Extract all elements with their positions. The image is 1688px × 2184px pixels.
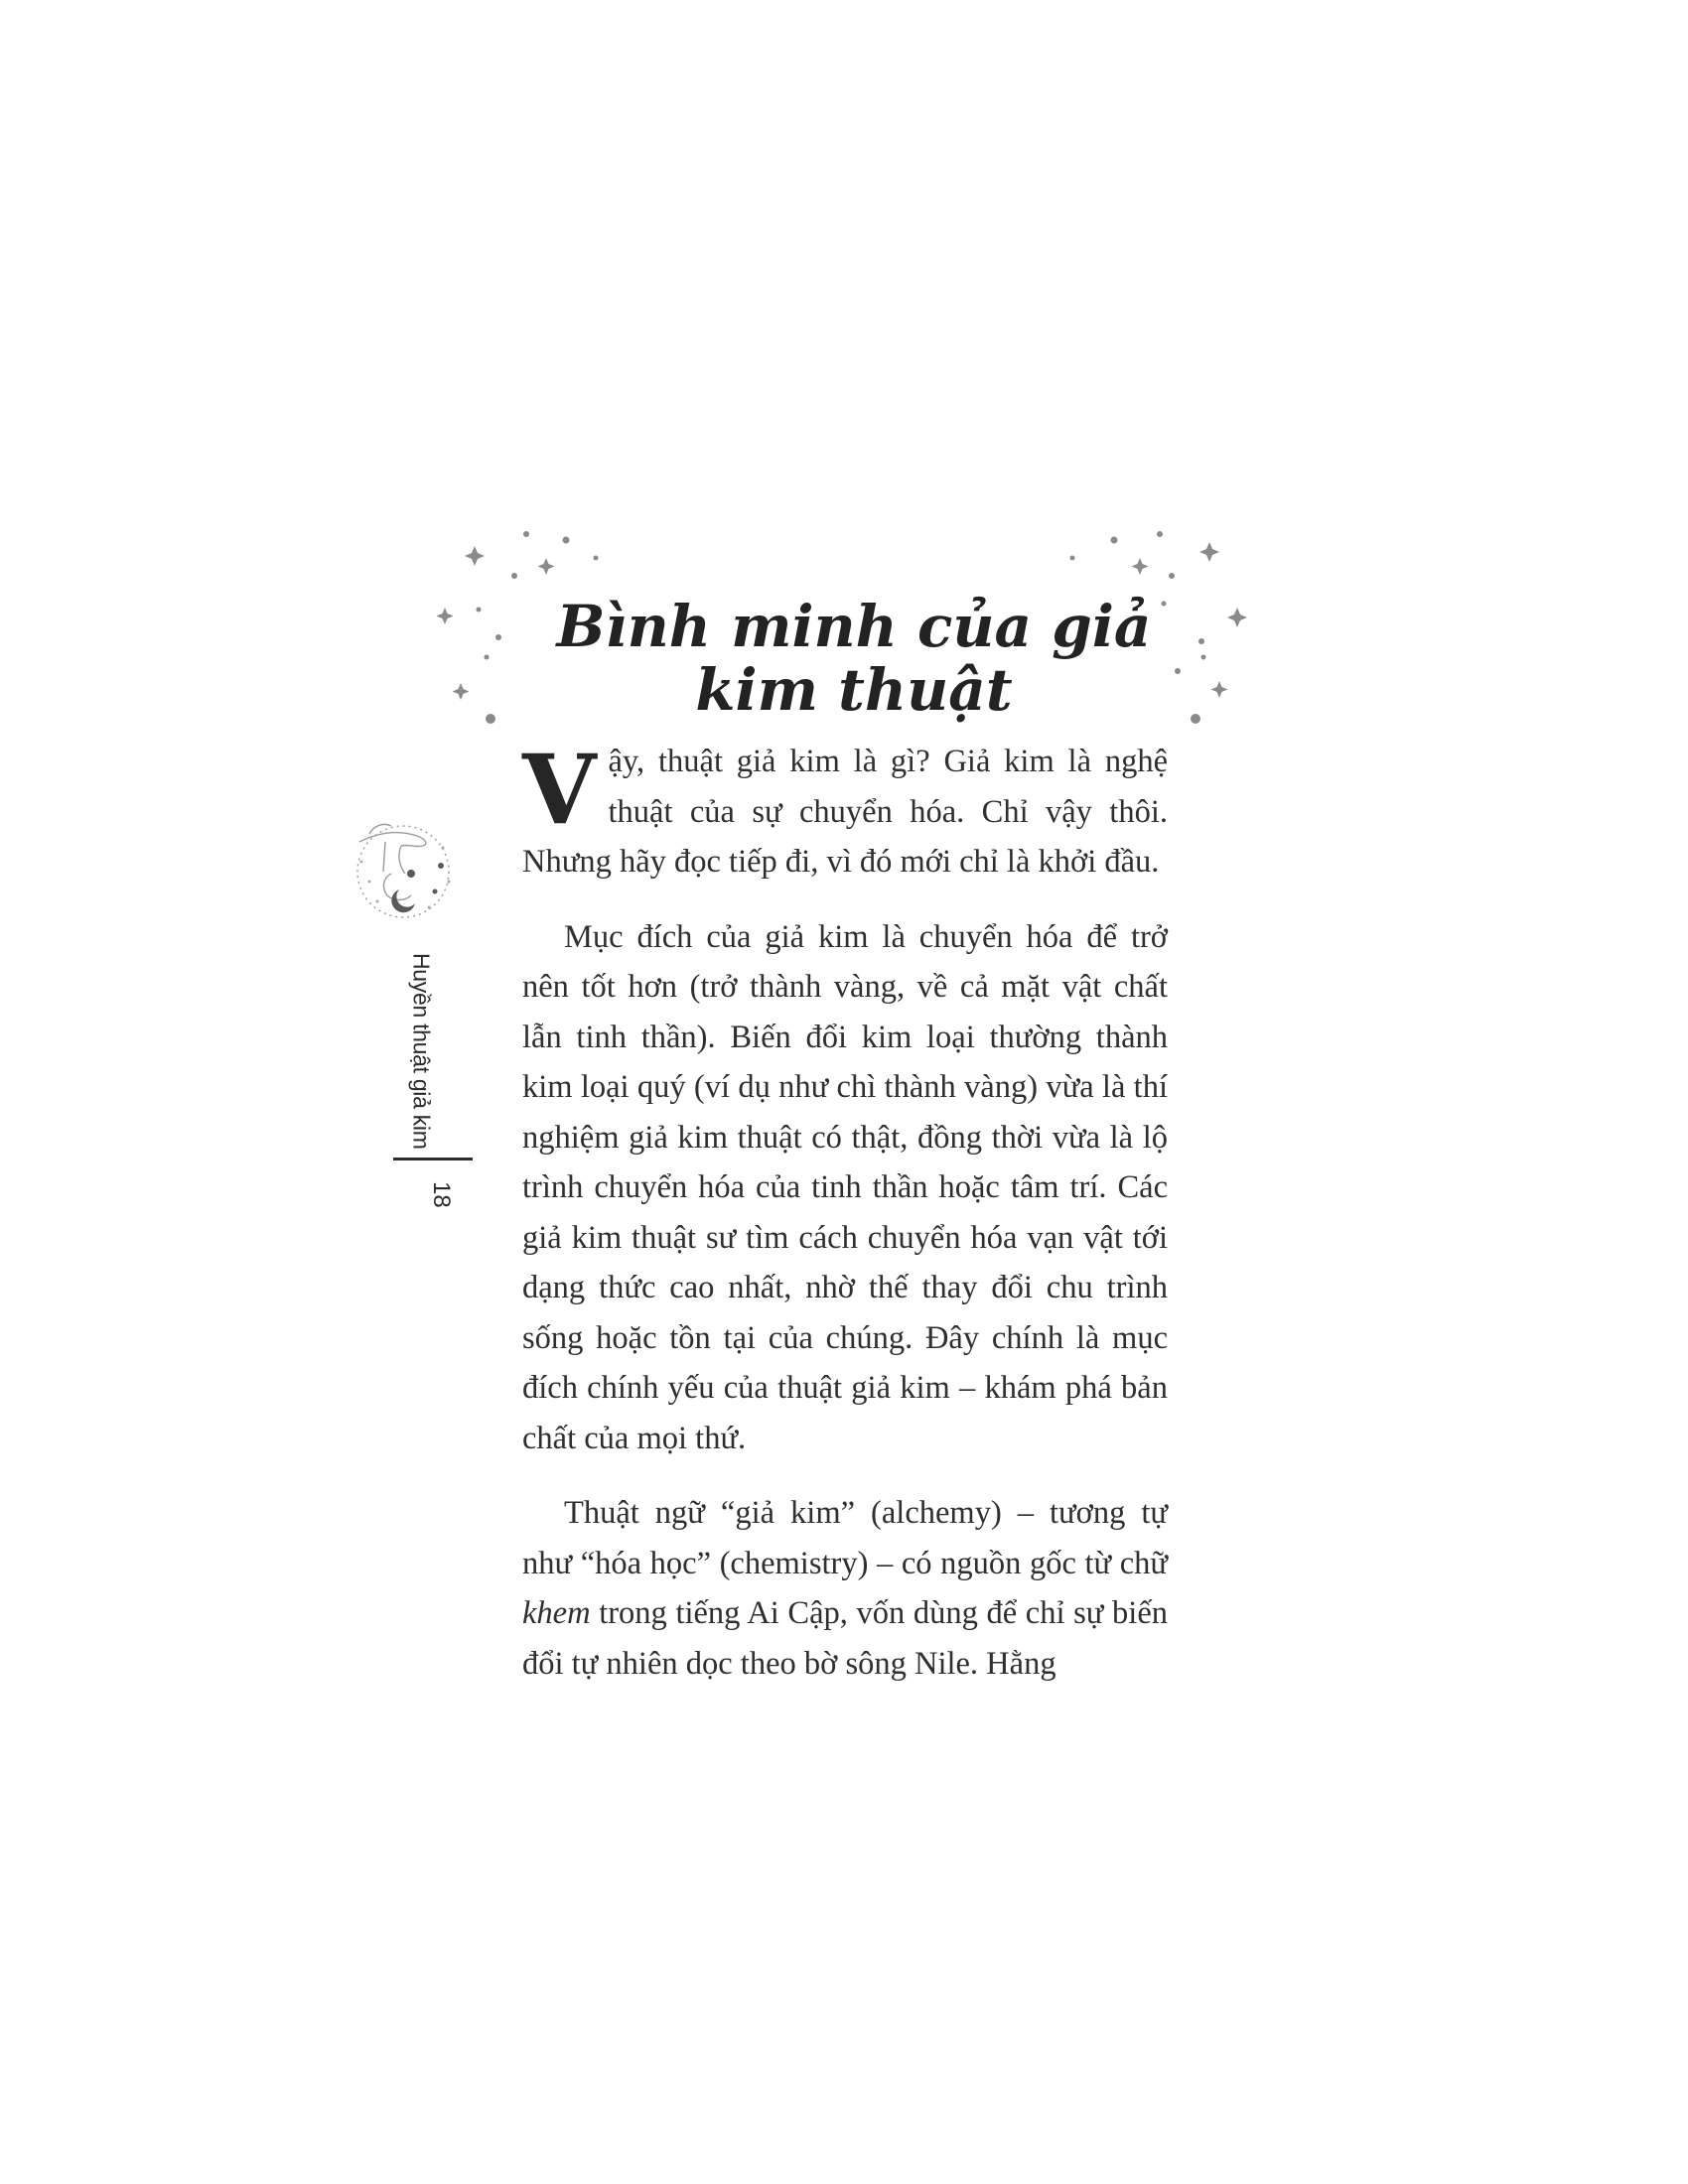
paragraph-3	[522, 1488, 1168, 1689]
paragraph-3-text-a: Thuật ngữ “giả kim” (alchemy) – tương tự như “hóa học” (chemistry) – có nguồn gốc từ chữ	[522, 1495, 1168, 1581]
divider	[393, 1158, 473, 1160]
paragraph-2: Mục đích của giả kim là chuyển hóa để trở nên tốt hơn (trở thành vàng, về cả mặt vật chất lẫn tinh thần). Biến đổi kim loại thường thành kim loại quý (ví dụ như chì thành vàng) vừa là thí nghiệm giả kim thuật có thật, đồng thời vừa là lộ trình chuyển hóa của tinh thần hoặc tâm trí. Các giả kim thuật sư tìm cách chuyển hóa vạn vật tới dạng thức cao nhất, nhờ thế thay đổi chu trình sống hoặc tồn tại của chúng. Đây chính là mục đích chính yếu của thuật giả kim – khám phá bản chất của mọi thứ.	[522, 918, 1168, 1456]
drop-cap: V	[522, 734, 597, 846]
body-text	[522, 734, 1168, 1713]
chapter-title: Bình minh của giả kim thuật	[556, 593, 1152, 724]
page-number-label: 18	[428, 1181, 455, 1208]
book-title: Huyền thuật giả kim	[408, 953, 435, 1150]
page-number	[421, 1181, 461, 1221]
paragraph-1	[522, 734, 1168, 887]
paragraph-1-text: ậy, thuật giả kim là gì? Giả kim là nghệ thuật của sự chuyển hóa. Chỉ vậy thôi. Nhưng hãy đọc tiếp đi, vì đó mới chỉ là khởi đầu.	[522, 744, 1168, 880]
running-head	[391, 953, 451, 1152]
paragraph-3-text-b: trong tiếng Ai Cập, vốn dùng để chỉ sự biến đổi tự nhiên dọc theo bờ sông Nile. Hằng	[522, 1595, 1168, 1682]
hand-moon-ornament-icon	[340, 812, 469, 931]
italic-term: khem	[522, 1595, 591, 1631]
